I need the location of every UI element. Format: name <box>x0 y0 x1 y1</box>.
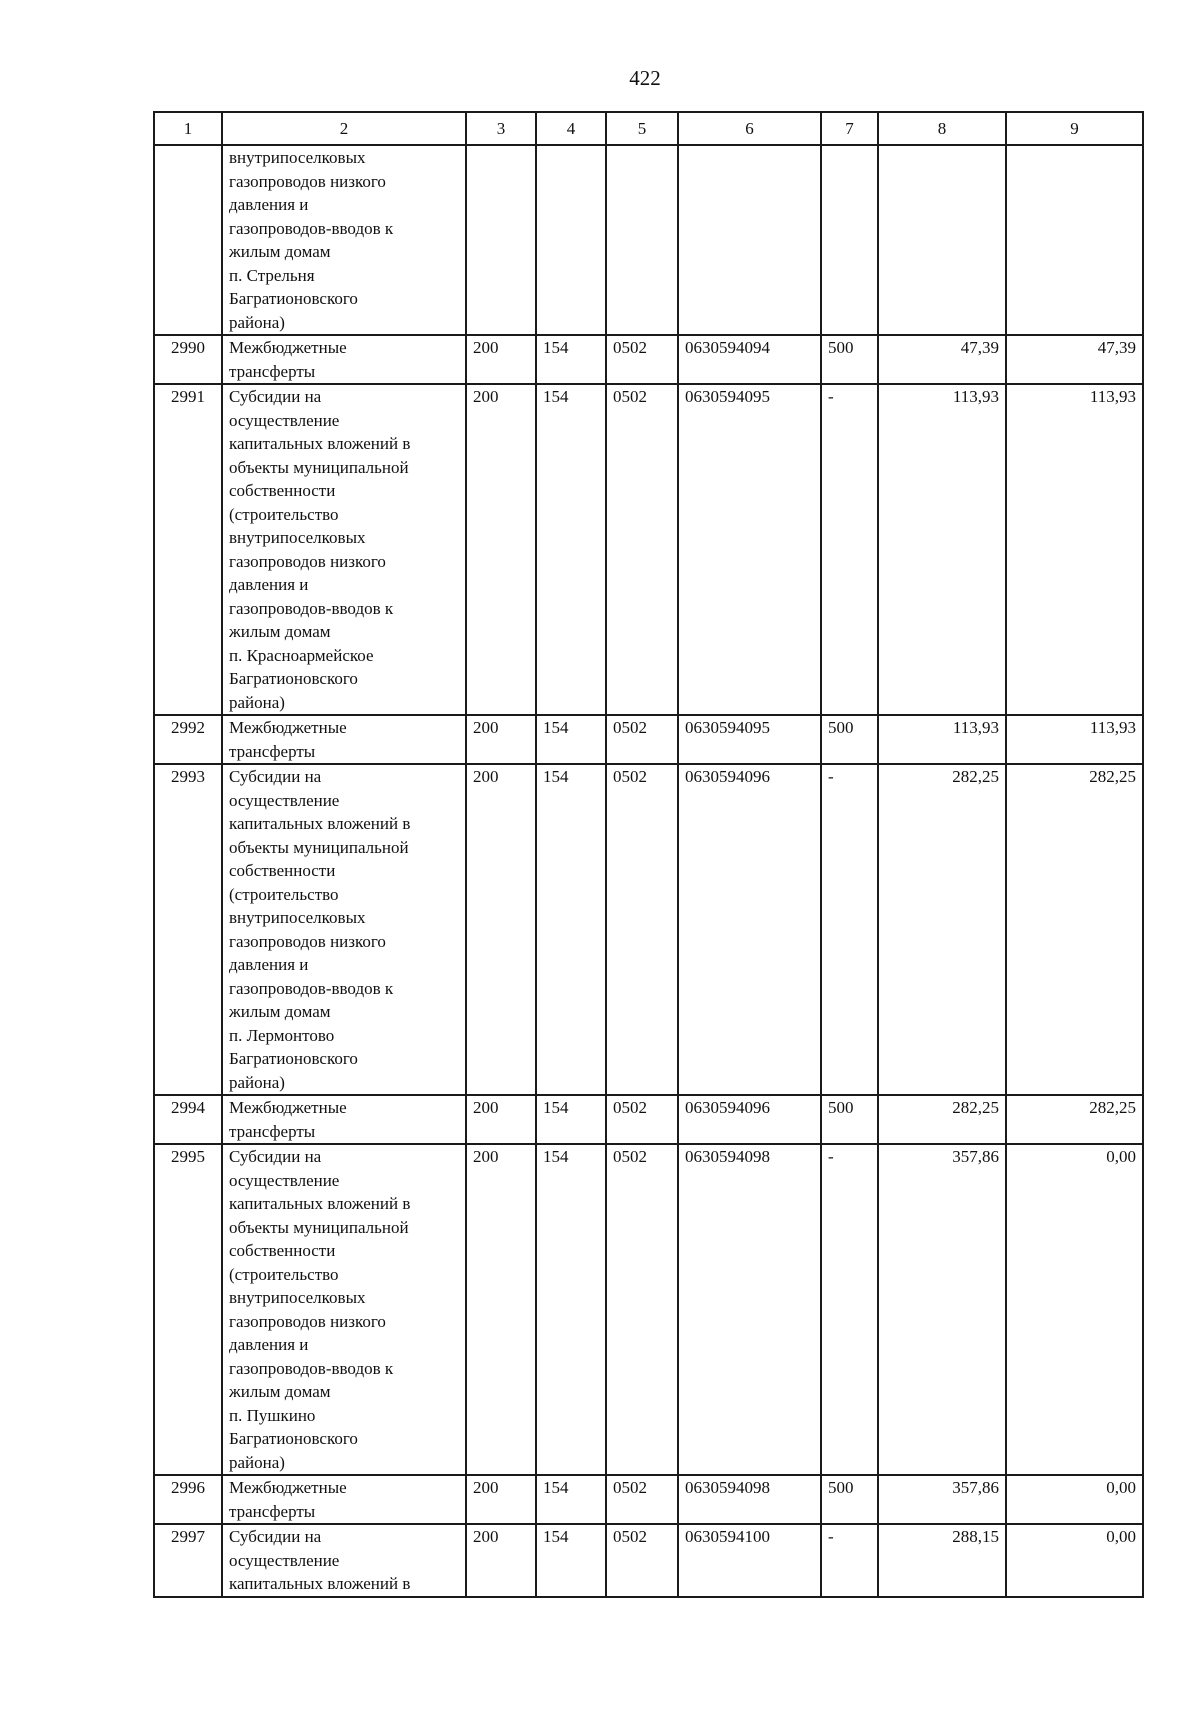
table-row <box>154 1475 1143 1524</box>
col8-amount-cell: 357,86 <box>878 1475 1006 1524</box>
col7-cell <box>821 145 878 335</box>
col7-cell: - <box>821 764 878 1095</box>
row-number-cell <box>154 145 222 335</box>
row-number-cell: 2995 <box>154 1144 222 1475</box>
table-row <box>154 1524 1143 1597</box>
col9-amount-cell: 0,00 <box>1006 1475 1143 1524</box>
row-number-cell: 2994 <box>154 1095 222 1144</box>
col7-cell: 500 <box>821 1095 878 1144</box>
col8-amount-cell: 47,39 <box>878 335 1006 384</box>
col4-cell: 154 <box>536 1524 606 1597</box>
col8-amount-cell: 282,25 <box>878 764 1006 1095</box>
col5-cell: 0502 <box>606 1524 678 1597</box>
col3-cell: 200 <box>466 715 536 764</box>
row-name-cell: Межбюджетные трансферты <box>222 1095 466 1144</box>
col4-cell: 154 <box>536 715 606 764</box>
col5-cell: 0502 <box>606 715 678 764</box>
col3-cell: 200 <box>466 1524 536 1597</box>
col9-amount-cell: 282,25 <box>1006 1095 1143 1144</box>
header-cell: 1 <box>154 112 222 145</box>
row-name-cell: Межбюджетные трансферты <box>222 715 466 764</box>
page-number: 422 <box>629 66 661 90</box>
header-cell: 6 <box>678 112 821 145</box>
col4-cell: 154 <box>536 335 606 384</box>
col4-cell <box>536 145 606 335</box>
row-name-cell: Субсидии на осуществление капитальных вложений в <box>222 1524 466 1597</box>
col8-amount-cell: 113,93 <box>878 384 1006 715</box>
row-name-cell: внутрипоселковых газопроводов низкого давления и газопроводов-вводов к жилым домам п. Стрельня Багратионовского района) <box>222 145 466 335</box>
col9-amount-cell: 0,00 <box>1006 1144 1143 1475</box>
header-row <box>154 112 1143 145</box>
col4-cell: 154 <box>536 1144 606 1475</box>
col7-cell: 500 <box>821 1475 878 1524</box>
row-name-cell: Межбюджетные трансферты <box>222 1475 466 1524</box>
row-name-cell: Субсидии на осуществление капитальных вложений в объекты муниципальной собственности (строительство внутрипоселковых газопроводов низкого давления и газопроводов-вводов к жилым домам п. Лермонтово Багратионовского района) <box>222 764 466 1095</box>
col8-amount-cell: 357,86 <box>878 1144 1006 1475</box>
header-cell: 3 <box>466 112 536 145</box>
col5-cell: 0502 <box>606 1095 678 1144</box>
header-cell: 7 <box>821 112 878 145</box>
col6-cell: 0630594095 <box>678 715 821 764</box>
col9-amount-cell: 282,25 <box>1006 764 1143 1095</box>
row-name-cell: Межбюджетные трансферты <box>222 335 466 384</box>
row-name-cell: Субсидии на осуществление капитальных вложений в объекты муниципальной собственности (строительство внутрипоселковых газопроводов низкого давления и газопроводов-вводов к жилым домам п. Красноармейское Багратионовского района) <box>222 384 466 715</box>
row-number-cell: 2996 <box>154 1475 222 1524</box>
col6-cell: 0630594096 <box>678 1095 821 1144</box>
col3-cell: 200 <box>466 1095 536 1144</box>
col8-amount-cell: 113,93 <box>878 715 1006 764</box>
col5-cell: 0502 <box>606 384 678 715</box>
table-row <box>154 1144 1143 1475</box>
col3-cell: 200 <box>466 1475 536 1524</box>
col6-cell: 0630594098 <box>678 1475 821 1524</box>
col7-cell: 500 <box>821 335 878 384</box>
header-cell: 2 <box>222 112 466 145</box>
col5-cell: 0502 <box>606 335 678 384</box>
table-row <box>154 145 1143 335</box>
col5-cell: 0502 <box>606 764 678 1095</box>
table-row <box>154 335 1143 384</box>
col4-cell: 154 <box>536 1475 606 1524</box>
col4-cell: 154 <box>536 1095 606 1144</box>
col3-cell: 200 <box>466 764 536 1095</box>
col4-cell: 154 <box>536 764 606 1095</box>
table-row <box>154 384 1143 715</box>
col9-amount-cell: 113,93 <box>1006 715 1143 764</box>
table-body <box>154 145 1143 1597</box>
col6-cell: 0630594100 <box>678 1524 821 1597</box>
col5-cell: 0502 <box>606 1475 678 1524</box>
row-number-cell: 2991 <box>154 384 222 715</box>
row-number-cell: 2997 <box>154 1524 222 1597</box>
col3-cell <box>466 145 536 335</box>
col6-cell <box>678 145 821 335</box>
col8-amount-cell: 282,25 <box>878 1095 1006 1144</box>
col6-cell: 0630594098 <box>678 1144 821 1475</box>
row-number-cell: 2992 <box>154 715 222 764</box>
header-cell: 4 <box>536 112 606 145</box>
col7-cell: - <box>821 1144 878 1475</box>
col7-cell: - <box>821 384 878 715</box>
col3-cell: 200 <box>466 1144 536 1475</box>
col5-cell: 0502 <box>606 1144 678 1475</box>
col9-amount-cell: 0,00 <box>1006 1524 1143 1597</box>
header-cell: 5 <box>606 112 678 145</box>
col9-amount-cell <box>1006 145 1143 335</box>
table-row <box>154 715 1143 764</box>
row-name-cell: Субсидии на осуществление капитальных вложений в объекты муниципальной собственности (строительство внутрипоселковых газопроводов низкого давления и газопроводов-вводов к жилым домам п. Пушкино Багратионовского района) <box>222 1144 466 1475</box>
col5-cell <box>606 145 678 335</box>
row-number-cell: 2990 <box>154 335 222 384</box>
col6-cell: 0630594094 <box>678 335 821 384</box>
col3-cell: 200 <box>466 335 536 384</box>
header-cell: 9 <box>1006 112 1143 145</box>
col4-cell: 154 <box>536 384 606 715</box>
header-cell: 8 <box>878 112 1006 145</box>
table-row <box>154 764 1143 1095</box>
budget-table <box>153 111 1144 1598</box>
col6-cell: 0630594096 <box>678 764 821 1095</box>
col7-cell: - <box>821 1524 878 1597</box>
col9-amount-cell: 113,93 <box>1006 384 1143 715</box>
col3-cell: 200 <box>466 384 536 715</box>
col6-cell: 0630594095 <box>678 384 821 715</box>
col8-amount-cell: 288,15 <box>878 1524 1006 1597</box>
col8-amount-cell <box>878 145 1006 335</box>
col9-amount-cell: 47,39 <box>1006 335 1143 384</box>
table-row <box>154 1095 1143 1144</box>
row-number-cell: 2993 <box>154 764 222 1095</box>
col7-cell: 500 <box>821 715 878 764</box>
